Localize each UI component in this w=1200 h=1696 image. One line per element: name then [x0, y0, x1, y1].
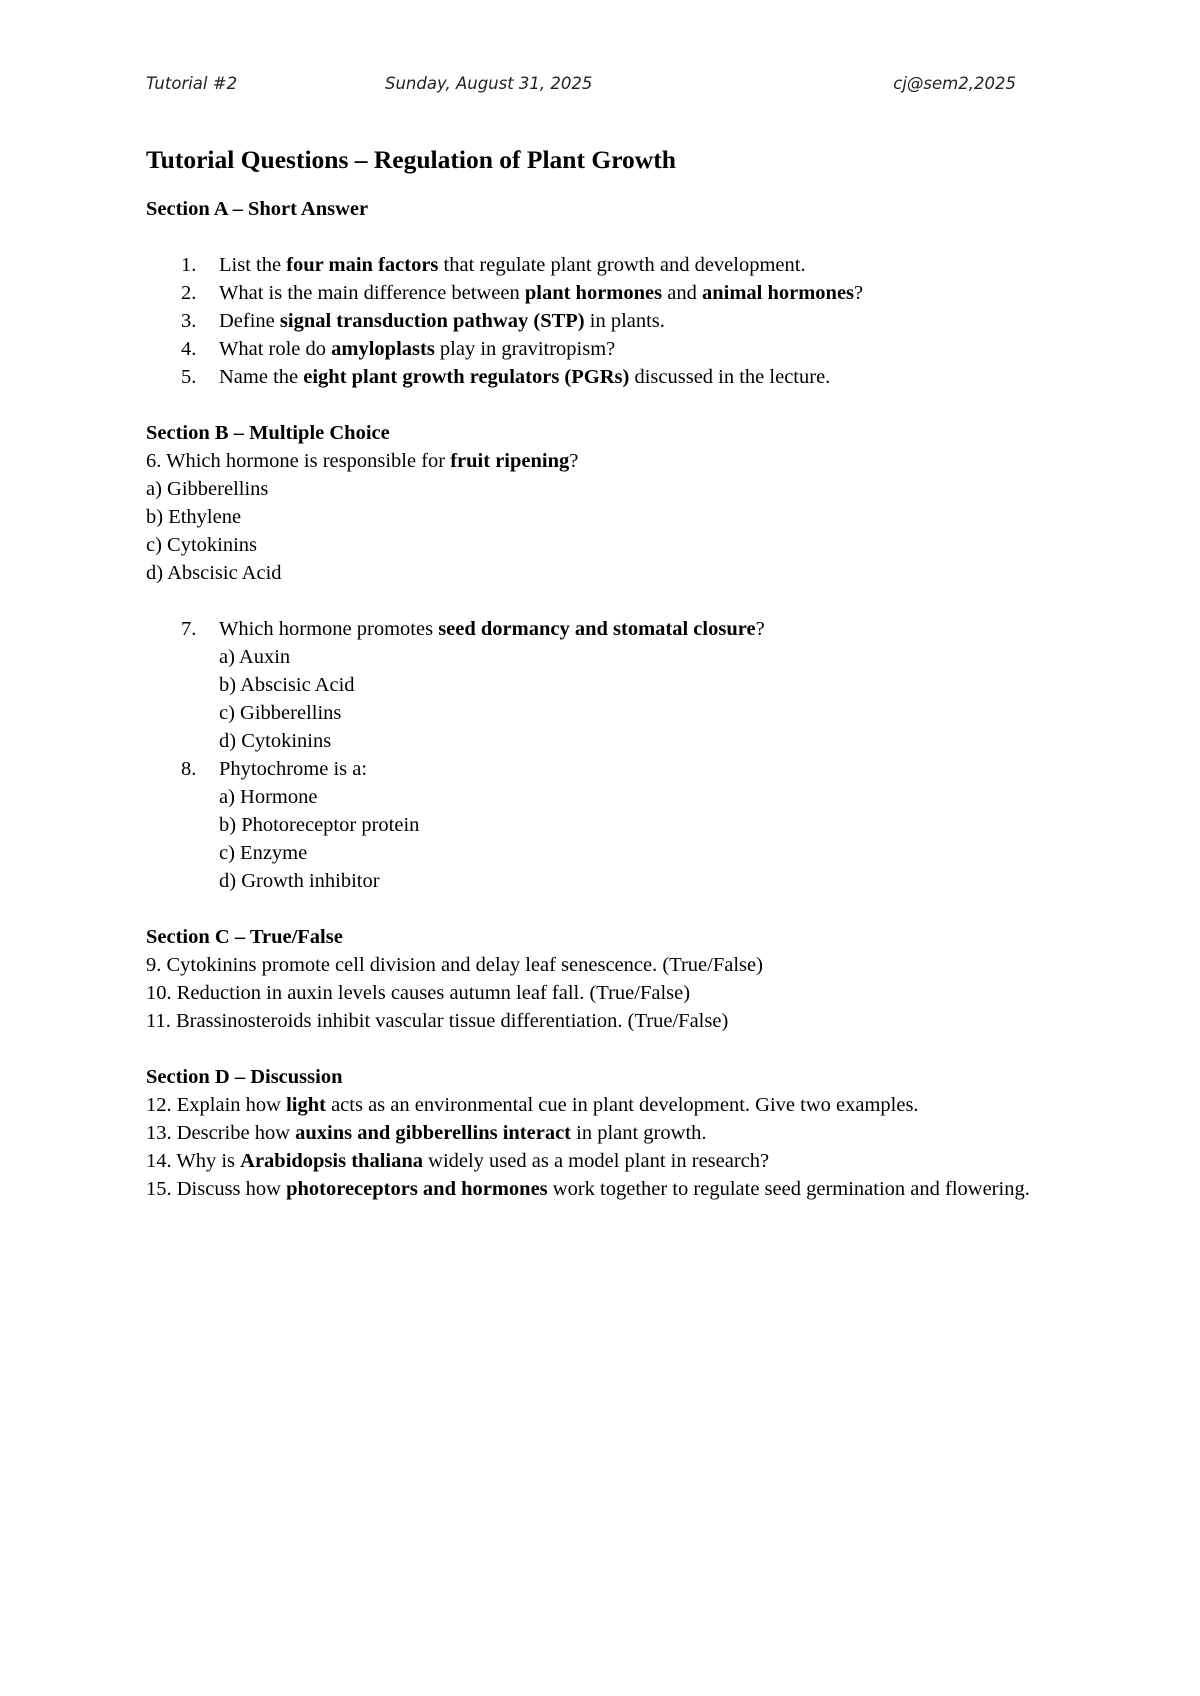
- question-7: [146, 615, 1066, 643]
- question-text: work together to regulate seed germination and flowering.: [547, 1178, 1030, 1200]
- section-d-title: Section D – Discussion: [146, 1066, 343, 1088]
- question-emphasis: four main factors: [286, 254, 439, 276]
- question-text: play in gravitropism?: [434, 338, 616, 360]
- question-emphasis: plant hormones: [524, 282, 663, 304]
- section-a-title: Section A – Short Answer: [146, 198, 369, 220]
- question-emphasis: light: [286, 1094, 326, 1116]
- question-emphasis: signal transduction pathway (STP): [279, 310, 585, 332]
- question-5: [146, 363, 1066, 391]
- question-6: [146, 447, 1066, 475]
- question-text: Define: [219, 310, 280, 332]
- question-number: 3.: [181, 310, 197, 332]
- question-text: discussed in the lecture.: [629, 366, 831, 388]
- question-text: 15. Discuss how: [146, 1178, 287, 1200]
- question-7-options: [146, 643, 1066, 755]
- section-c-title: Section C – True/False: [146, 926, 343, 948]
- question-emphasis: fruit ripening: [450, 450, 570, 472]
- question-number: 7.: [181, 618, 197, 640]
- question-emphasis: photoreceptors and hormones: [286, 1178, 548, 1200]
- answer-option: d) Abscisic Acid: [146, 562, 282, 584]
- question-text: Phytochrome is a:: [219, 758, 368, 780]
- question-emphasis: auxins and gibberellins interact: [295, 1122, 571, 1144]
- question-2: [146, 279, 1066, 307]
- question-8-options: [146, 783, 1066, 895]
- document-body: [146, 143, 1066, 1203]
- question-13: [146, 1119, 1066, 1147]
- question-number: 5.: [181, 366, 197, 388]
- question-number: 4.: [181, 338, 197, 360]
- answer-option: b) Abscisic Acid: [219, 674, 355, 696]
- section-a-list: [146, 251, 1066, 391]
- question-text: 13. Describe how: [146, 1122, 296, 1144]
- question-text: What is the main difference between: [219, 282, 525, 304]
- question-emphasis: amyloplasts: [331, 338, 435, 360]
- question-text: ?: [569, 450, 579, 472]
- question-text: 14. Why is: [146, 1150, 241, 1172]
- page-header: [0, 74, 1200, 98]
- answer-option: c) Gibberellins: [219, 702, 342, 724]
- answer-option: c) Cytokinins: [146, 534, 258, 556]
- answer-option: a) Hormone: [219, 786, 318, 808]
- header-tutorial-number: Tutorial #2: [146, 74, 238, 93]
- question-text: widely used as a model plant in research?: [423, 1150, 770, 1172]
- question-emphasis: Arabidopsis thaliana: [240, 1150, 424, 1172]
- question-text: What role do: [219, 338, 332, 360]
- question-number: 2.: [181, 282, 197, 304]
- section-b-list-continued: [146, 755, 1066, 783]
- question-3: [146, 307, 1066, 335]
- question-text: and: [662, 282, 702, 304]
- answer-option: a) Auxin: [219, 646, 291, 668]
- question-text: List the: [219, 254, 287, 276]
- question-text: 12. Explain how: [146, 1094, 287, 1116]
- question-emphasis: animal hormones: [701, 282, 855, 304]
- document-title: Tutorial Questions – Regulation of Plant Growth: [146, 145, 676, 174]
- question-number: 1.: [181, 254, 197, 276]
- answer-option: d) Growth inhibitor: [219, 870, 380, 892]
- answer-option: c) Enzyme: [219, 842, 308, 864]
- answer-option: a) Gibberellins: [146, 478, 269, 500]
- question-emphasis: seed dormancy and stomatal closure: [438, 618, 756, 640]
- question-12: [146, 1091, 1066, 1119]
- question-8: [146, 755, 1066, 783]
- question-number: 8.: [181, 758, 197, 780]
- section-b-list: [146, 615, 1066, 643]
- question-1: [146, 251, 1066, 279]
- header-date: Sunday, August 31, 2025: [385, 74, 593, 93]
- section-b-title: Section B – Multiple Choice: [146, 422, 390, 444]
- question-text: in plants.: [584, 310, 665, 332]
- question-text: 6. Which hormone is responsible for: [146, 450, 451, 472]
- question-text: Which hormone promotes: [219, 618, 439, 640]
- question-text: acts as an environmental cue in plant development. Give two examples.: [325, 1094, 919, 1116]
- question-9: 9. Cytokinins promote cell division and delay leaf senescence. (True/False): [146, 954, 763, 976]
- question-text: in plant growth.: [571, 1122, 707, 1144]
- question-text: ?: [755, 618, 765, 640]
- question-15: [146, 1175, 1066, 1203]
- question-emphasis: eight plant growth regulators (PGRs): [303, 366, 630, 388]
- question-14: [146, 1147, 1066, 1175]
- answer-option: b) Photoreceptor protein: [219, 814, 420, 836]
- answer-option: d) Cytokinins: [219, 730, 332, 752]
- answer-option: b) Ethylene: [146, 506, 242, 528]
- question-4: [146, 335, 1066, 363]
- question-text: Name the: [219, 366, 304, 388]
- question-text: that regulate plant growth and development.: [438, 254, 806, 276]
- question-11: 11. Brassinosteroids inhibit vascular tissue differentiation. (True/False): [146, 1010, 729, 1032]
- question-text: ?: [854, 282, 864, 304]
- question-10: 10. Reduction in auxin levels causes autumn leaf fall. (True/False): [146, 982, 691, 1004]
- header-author: cj@sem2,2025: [893, 74, 1016, 93]
